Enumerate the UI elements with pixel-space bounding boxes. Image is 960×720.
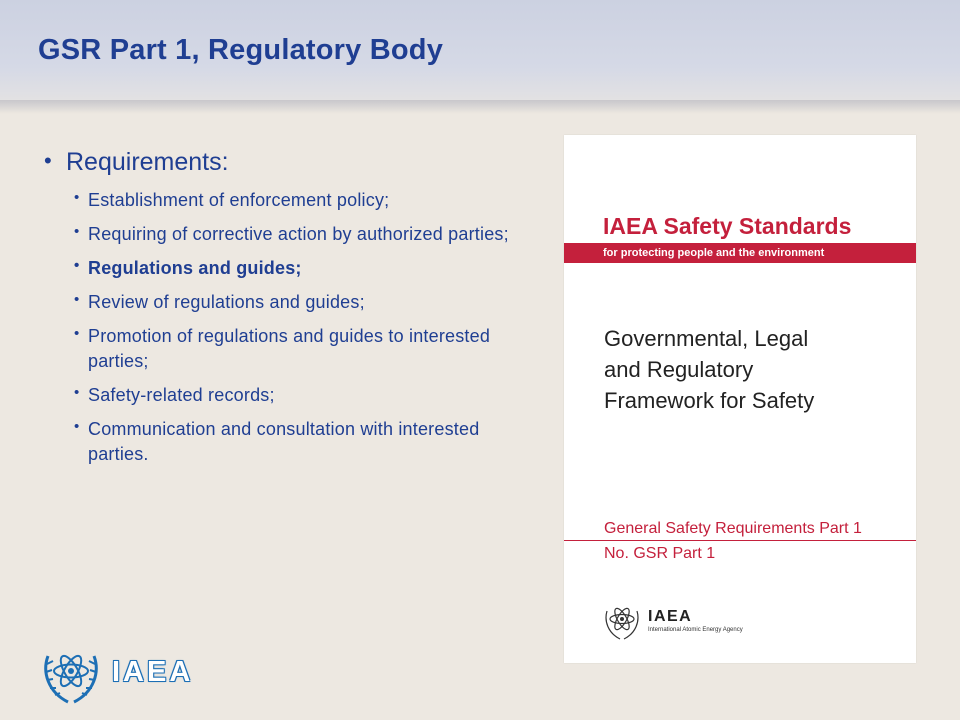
book-cover — [564, 135, 916, 663]
list-item — [44, 222, 524, 247]
cover-tagline: for protecting people and the environment — [564, 243, 916, 263]
cover-title-line: Framework for Safety — [604, 388, 815, 413]
cover-series-title: IAEA Safety Standards — [603, 213, 852, 239]
list-item-label: Communication and consultation with interested parties. — [88, 419, 480, 464]
requirements-list — [44, 146, 524, 476]
cover-number: No. GSR Part 1 — [604, 545, 716, 562]
list-item-label: Regulations and guides; — [88, 258, 302, 278]
bullet-icon: • — [74, 291, 80, 308]
cover-divider — [564, 540, 916, 541]
requirements-heading: Requirements: — [66, 148, 229, 176]
header-shadow — [0, 100, 960, 114]
iaea-footer-logo-icon — [38, 644, 104, 706]
bullet-icon: • — [74, 384, 80, 401]
list-item — [44, 383, 524, 408]
footer-logo-text: IAEA — [112, 656, 194, 688]
list-item-label: Establishment of enforcement policy; — [88, 190, 390, 210]
cover-logo-text: IAEA — [648, 608, 693, 625]
list-item — [44, 417, 524, 467]
bullet-icon: • — [74, 257, 80, 274]
iaea-atom-logo-icon — [602, 601, 642, 643]
requirements-heading-item — [44, 146, 524, 178]
list-item — [44, 290, 524, 315]
list-item-label: Promotion of regulations and guides to interested parties; — [88, 326, 491, 371]
list-item — [44, 256, 524, 281]
cover-series-name: General Safety Requirements Part 1 — [604, 520, 862, 537]
bullet-icon: • — [74, 418, 80, 435]
bullet-icon: • — [44, 148, 52, 173]
bullet-icon: • — [74, 223, 80, 240]
slide-title: GSR Part 1, Regulatory Body — [38, 34, 444, 66]
cover-title-line: Governmental, Legal — [604, 326, 809, 351]
list-item — [44, 188, 524, 213]
list-item-label: Requiring of corrective action by authorized parties; — [88, 224, 509, 244]
list-item — [44, 324, 524, 374]
bullet-icon: • — [74, 189, 80, 206]
cover-logo-subtext: International Atomic Energy Agency — [648, 627, 743, 633]
list-item-label: Review of regulations and guides; — [88, 292, 365, 312]
requirements-sublist — [44, 188, 524, 467]
list-item-label: Safety-related records; — [88, 385, 275, 405]
cover-title — [604, 323, 904, 416]
bullet-icon: • — [74, 325, 80, 342]
cover-title-line: and Regulatory — [604, 357, 754, 382]
